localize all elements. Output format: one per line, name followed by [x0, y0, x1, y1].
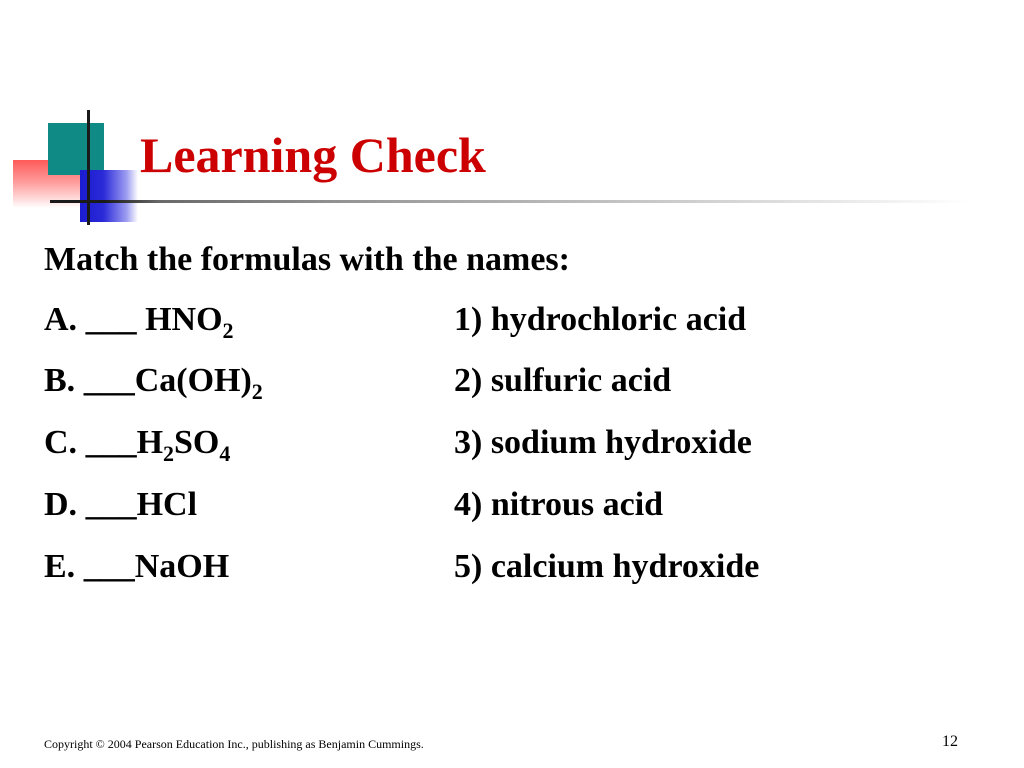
logo-teal-square: [48, 123, 104, 175]
match-row-d: [44, 488, 944, 532]
match-row-e: [44, 550, 944, 594]
title-underline: [50, 200, 970, 203]
letter: E.: [44, 548, 76, 585]
logo-vertical-line: [87, 110, 90, 225]
formula-a: A. ___ $HNO_2$: [44, 301, 234, 343]
name-2: 2) sulfuric acid: [454, 362, 672, 399]
match-row-a: [44, 303, 944, 347]
instruction-text: Match the formulas with the names:: [44, 241, 570, 278]
blank: ___: [83, 548, 135, 585]
blank: ___: [85, 486, 137, 523]
letter: C.: [44, 424, 78, 461]
letter: D.: [44, 486, 78, 523]
page-number: 12: [942, 733, 958, 750]
name-5: 5) calcium hydroxide: [454, 548, 760, 585]
slide-title: Learning Check: [140, 127, 486, 183]
copyright-footer: Copyright © 2004 Pearson Education Inc., publishing as Benjamin Cummings.: [44, 737, 424, 751]
letter: A.: [44, 301, 78, 338]
blank: ___: [85, 301, 137, 338]
match-row-c: [44, 426, 944, 470]
blank: ___: [85, 424, 137, 461]
blank: ___: [83, 362, 135, 399]
formula-b: B. $\_\_\_Ca(OH)_2$: [44, 362, 263, 404]
letter: B.: [44, 362, 76, 399]
formula-e: E. ___NaOH: [44, 548, 230, 585]
name-3: 3) sodium hydroxide: [454, 424, 752, 461]
match-row-b: [44, 364, 944, 408]
formula-d: D. ___HCl: [44, 486, 198, 523]
name-1: 1) hydrochloric acid: [454, 301, 747, 338]
formula-c: C. $\_\_\_H_2SO_4$: [44, 424, 231, 466]
name-4: 4) nitrous acid: [454, 486, 664, 523]
